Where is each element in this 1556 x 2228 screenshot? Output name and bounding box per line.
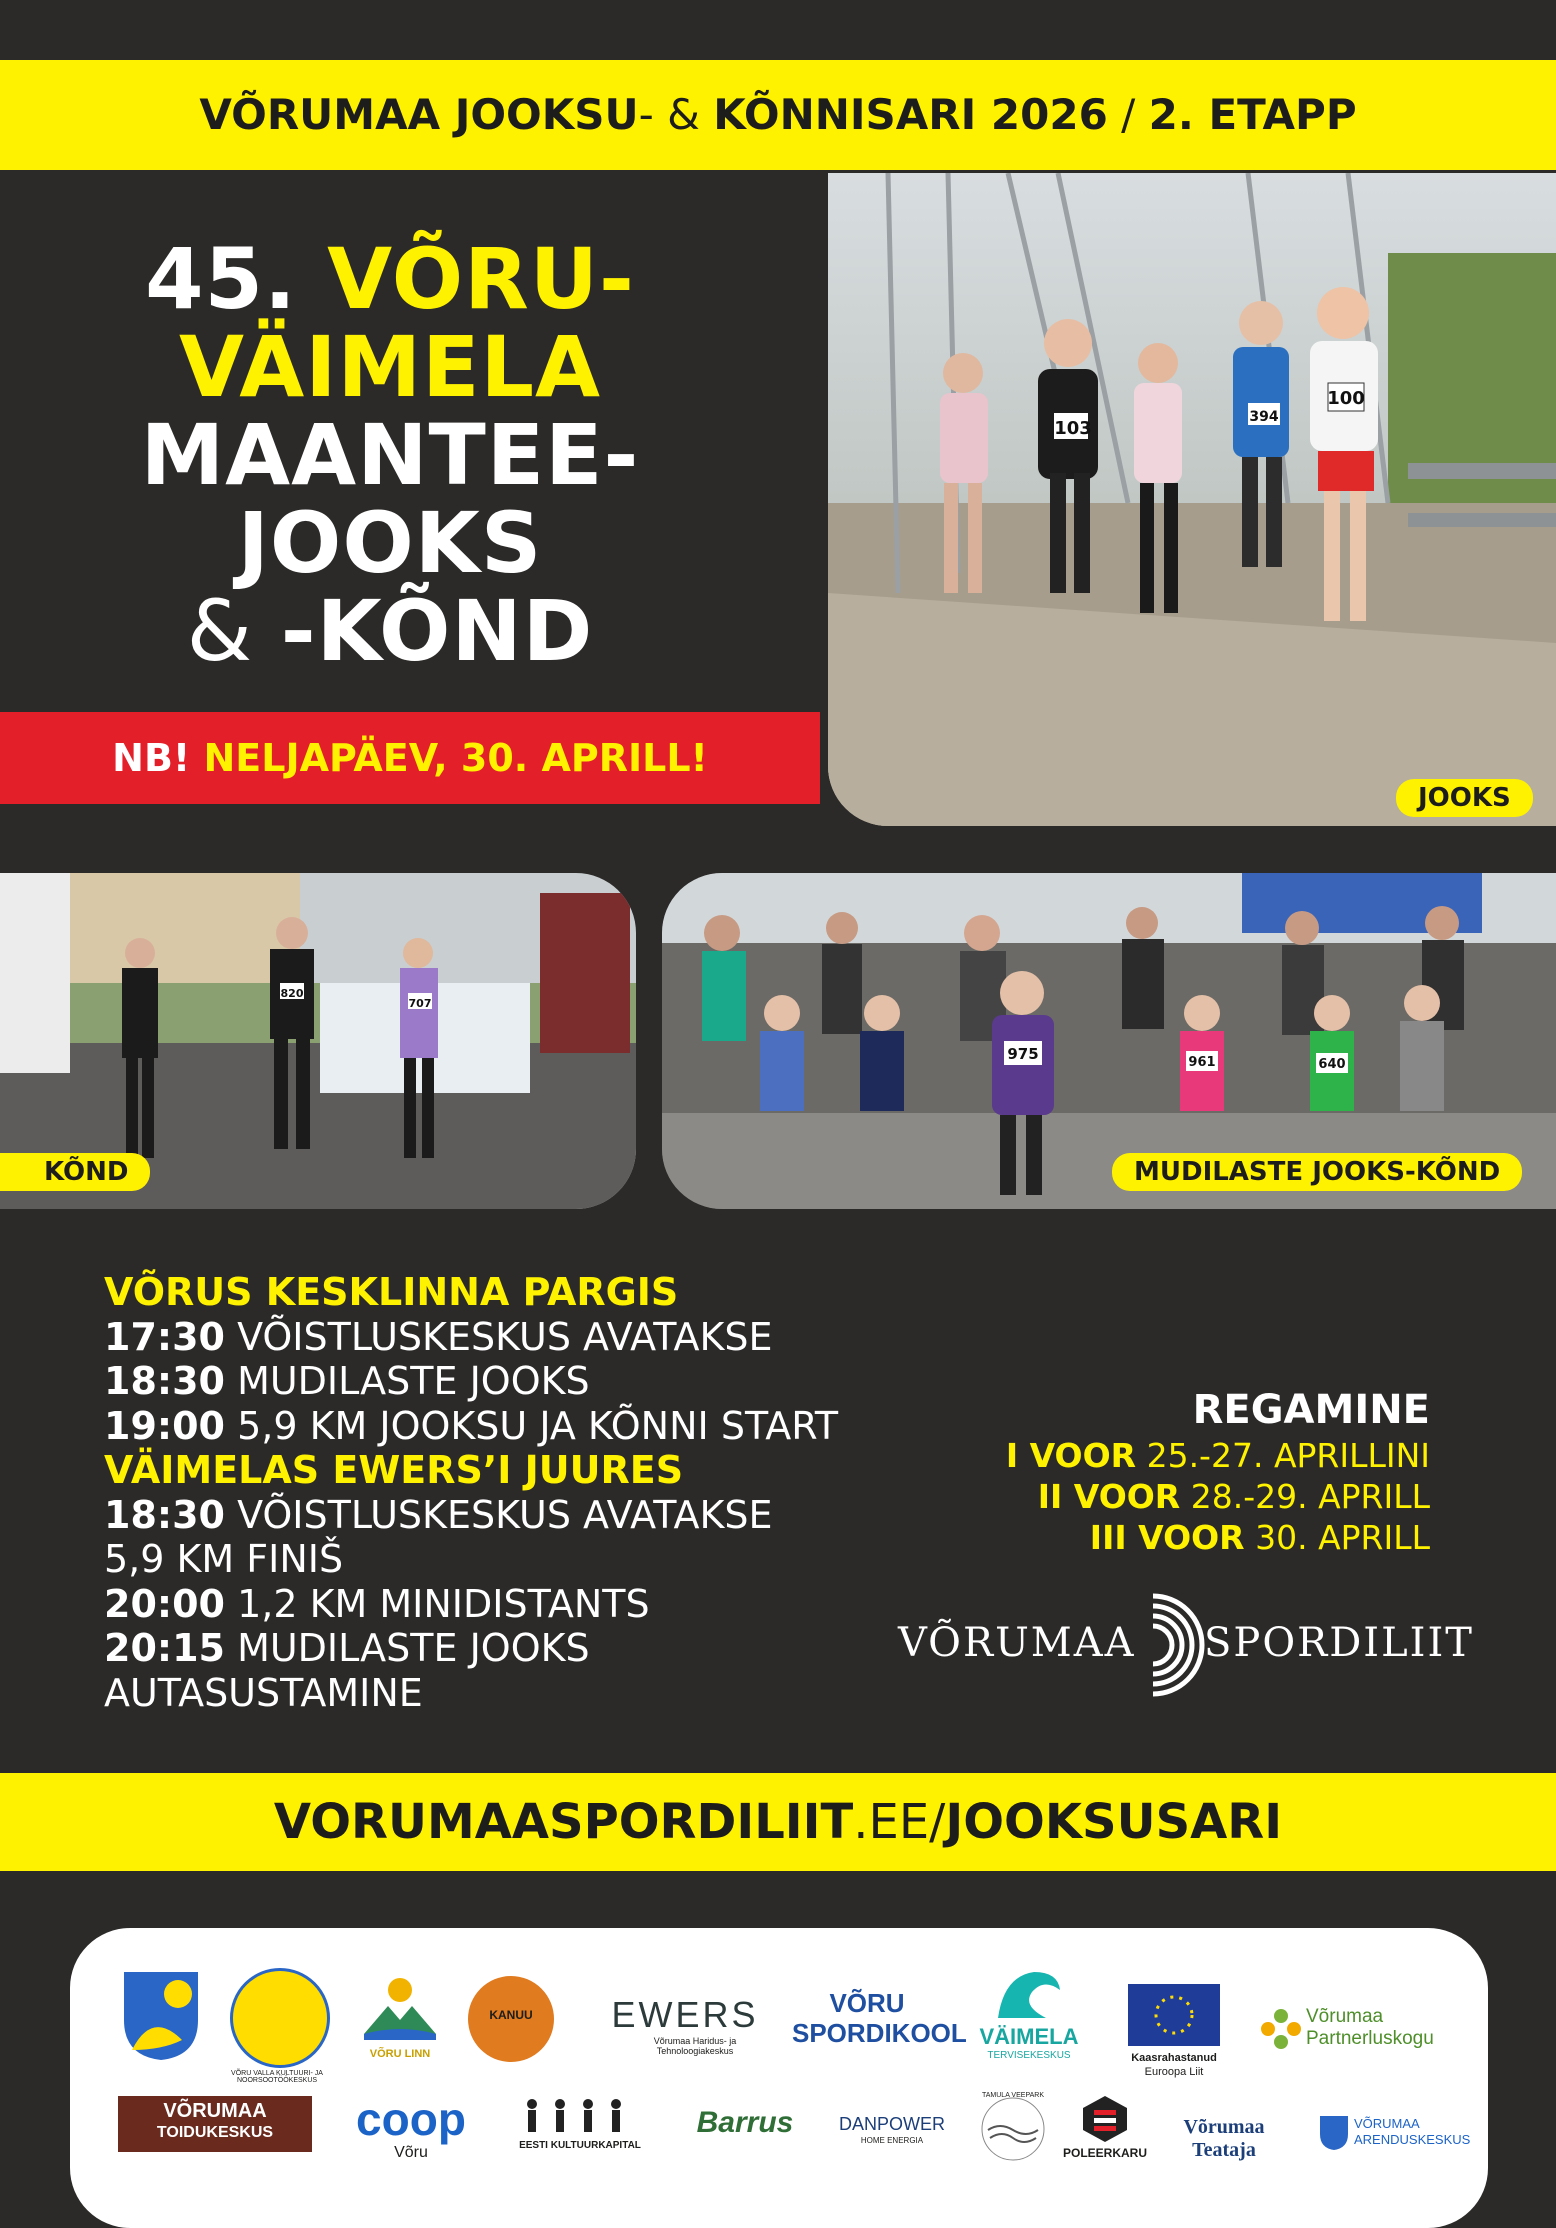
voru-linn-logo-icon [360, 1976, 440, 2046]
sponsor-partner-1: Võrumaa [1306, 2006, 1384, 2027]
sponsor-danpower-sub: HOME ENERGIA [860, 2136, 924, 2145]
round-label: III VOOR [1089, 1518, 1245, 1557]
title-line-4: JOOKS [237, 494, 543, 592]
url-part-3: JOOKSUSARI [945, 1794, 1283, 1850]
schedule-item [104, 1315, 984, 1360]
tamula-wave-icon [978, 2096, 1048, 2162]
round-label: I VOOR [1005, 1436, 1137, 1475]
notice-prefix: NB! [112, 736, 204, 780]
vaimela-wave-icon [994, 1966, 1064, 2022]
schedule-text: 5,9 KM JOOKSU JA KÕNNI START [237, 1403, 839, 1448]
round-label: II VOOR [1037, 1477, 1181, 1516]
sponsor-ewers-sub: Võrumaa Haridus- ja Tehnoloogiakeskus [653, 2036, 737, 2056]
title-line-3: MAANTEE- [140, 406, 640, 504]
series-name-2: KÕNNISARI 2026 [713, 90, 1108, 139]
schedule-item [104, 1671, 984, 1716]
sponsor-kanuu: KANUU [489, 2008, 533, 2022]
schedule-text: VÕISTLUSKESKUS AVATAKSE [237, 1492, 773, 1537]
schedule-item [104, 1626, 984, 1671]
label-mudilaste: MUDILASTE JOOKS-KÕND [1112, 1153, 1522, 1191]
date-notice [0, 712, 820, 804]
arenduskeskus-shield-icon [1318, 2114, 1350, 2152]
sponsor-barrus: Barrus [696, 2106, 794, 2139]
label-kond: KÕND [0, 1153, 150, 1191]
sponsor-toidukeskus-1: VÕRUMAA [163, 2100, 267, 2122]
title-line-2: VÄIMELA [178, 318, 602, 416]
poleerkaru-hex-icon [1080, 2094, 1130, 2144]
event-date: NELJAPÄEV, 30. APRILL! [203, 736, 708, 780]
sponsor-tamula: TAMULA VEEPARK [982, 2092, 1044, 2099]
schedule-time: 20:00 [104, 1581, 225, 1626]
schedule-text: AUTASUSTAMINE [104, 1670, 423, 1715]
sponsor-poleerkaru: POLEERKARU [1062, 2146, 1147, 2160]
sponsor-toidukeskus-2: TOIDUKESKUS [156, 2124, 274, 2141]
schedule-item [104, 1582, 984, 1627]
series-name: VÕRUMAA JOOKSU [199, 90, 639, 139]
registration-round [930, 1517, 1430, 1558]
voru-vald-coat-of-arms-icon [122, 1970, 200, 2062]
logo-text-right: SPORDILIIT [1204, 1620, 1474, 1666]
sponsor-spordikool-1: VÕRU [829, 1988, 905, 2018]
website-url[interactable] [0, 1773, 1556, 1871]
sponsor-voru-linn: VÕRU LINN [369, 2048, 431, 2060]
schedule-item [104, 1537, 984, 1582]
eu-flag-icon [1128, 1984, 1220, 2046]
sponsor-arendus-2: ARENDUSKESKUS [1354, 2132, 1471, 2147]
round-date: 30. APRILL [1255, 1518, 1430, 1557]
title-amp: & [186, 582, 281, 680]
photo-jooks [828, 173, 1556, 826]
schedule-item [104, 1359, 984, 1404]
schedule-time: 18:30 [104, 1492, 225, 1537]
sponsor-arendus-1: VÕRUMAA [1354, 2116, 1420, 2131]
registration-round [930, 1435, 1430, 1476]
round-date: 28.-29. APRILL [1190, 1477, 1430, 1516]
label-jooks: JOOKS [1396, 779, 1533, 817]
title-line-5: -KÕND [280, 582, 594, 680]
url-part-1: VORUMAASPORDILIIT [273, 1794, 854, 1850]
bib-394: 394 [1249, 409, 1279, 425]
schedule-text: VÕISTLUSKESKUS AVATAKSE [237, 1314, 773, 1359]
vallakeskus-logo-icon [230, 1968, 330, 2068]
schedule-text: 1,2 KM MINIDISTANTS [237, 1581, 650, 1626]
sponsor-ewers: EWERS [611, 1994, 759, 2035]
spordiliit-emblem-icon [1098, 1590, 1208, 1700]
top-banner [0, 60, 1556, 170]
registration-round [930, 1476, 1430, 1517]
series-slash: / [1107, 90, 1149, 139]
schedule-time: 20:15 [104, 1626, 225, 1670]
kulkap-figures-icon [520, 2096, 640, 2136]
schedule-section-title: VÕRUS KESKLINNA PARGIS [104, 1270, 679, 1314]
series-amp: - & [638, 90, 714, 139]
schedule-time: 18:30 [104, 1359, 225, 1403]
schedule-text: 5,9 KM FINIŠ [104, 1537, 344, 1581]
vorumaa-spordiliit-logo [898, 1590, 1474, 1700]
schedule-text: MUDILASTE JOOKS [237, 1359, 590, 1403]
round-date: 25.-27. APRILLINI [1146, 1436, 1430, 1475]
url-part-2: .EE/ [853, 1794, 946, 1850]
bib-961: 961 [1188, 1055, 1216, 1070]
sponsor-partner-2: Partnerluskogu [1306, 2028, 1434, 2049]
registration-title: REGAMINE [1192, 1387, 1430, 1433]
sponsor-panel [70, 1928, 1488, 2228]
bib-103: 103 [1054, 418, 1092, 439]
edition-number: 45. [145, 230, 328, 328]
sponsor-kulkap: EESTI KULTUURKAPITAL [519, 2140, 641, 2151]
schedule [104, 1270, 984, 1715]
partnerluskogu-flower-icon [1258, 2006, 1304, 2052]
bib-975: 975 [1007, 1045, 1039, 1063]
schedule-section-title: VÄIMELAS EWERS’I JUURES [104, 1448, 684, 1492]
bib-707: 707 [408, 997, 432, 1010]
schedule-text: MUDILASTE JOOKS [237, 1626, 590, 1670]
sponsor-coop-sub: Võru [394, 2144, 428, 2161]
registration [930, 1385, 1430, 1558]
sponsor-eu-1: Kaasrahastanud [1131, 2052, 1217, 2064]
event-title [90, 230, 690, 680]
sponsor-vaimela: VÄIMELA [979, 2024, 1079, 2049]
bib-640: 640 [1318, 1057, 1346, 1072]
sponsor-danpower: DANPOWER [838, 2114, 945, 2134]
sponsor-vaimela-sub: TERVISEKESKUS [987, 2050, 1071, 2061]
sponsor-teataja: Võrumaa Teataja [1183, 2116, 1265, 2161]
sponsor-eu-2: Euroopa Liit [1144, 2066, 1204, 2078]
sponsor-spordikool-2: SPORDIKOOL [792, 2018, 967, 2048]
sponsor-vallakeskus: VÕRU VALLA KULTUURI- JA NOORSOOTÖÖKESKUS [231, 2070, 323, 2084]
sponsor-coop: coop [356, 2093, 466, 2145]
schedule-item [104, 1493, 984, 1538]
schedule-time: 19:00 [104, 1403, 225, 1448]
logo-text-left: VÕRUMAA [898, 1620, 1136, 1666]
schedule-item [104, 1404, 984, 1449]
title-line-1: VÕRU- [327, 230, 635, 328]
stage-label: 2. ETAPP [1148, 90, 1357, 139]
bib-820: 820 [280, 987, 304, 1000]
schedule-time: 17:30 [104, 1314, 225, 1359]
bib-100: 100 [1327, 388, 1365, 409]
